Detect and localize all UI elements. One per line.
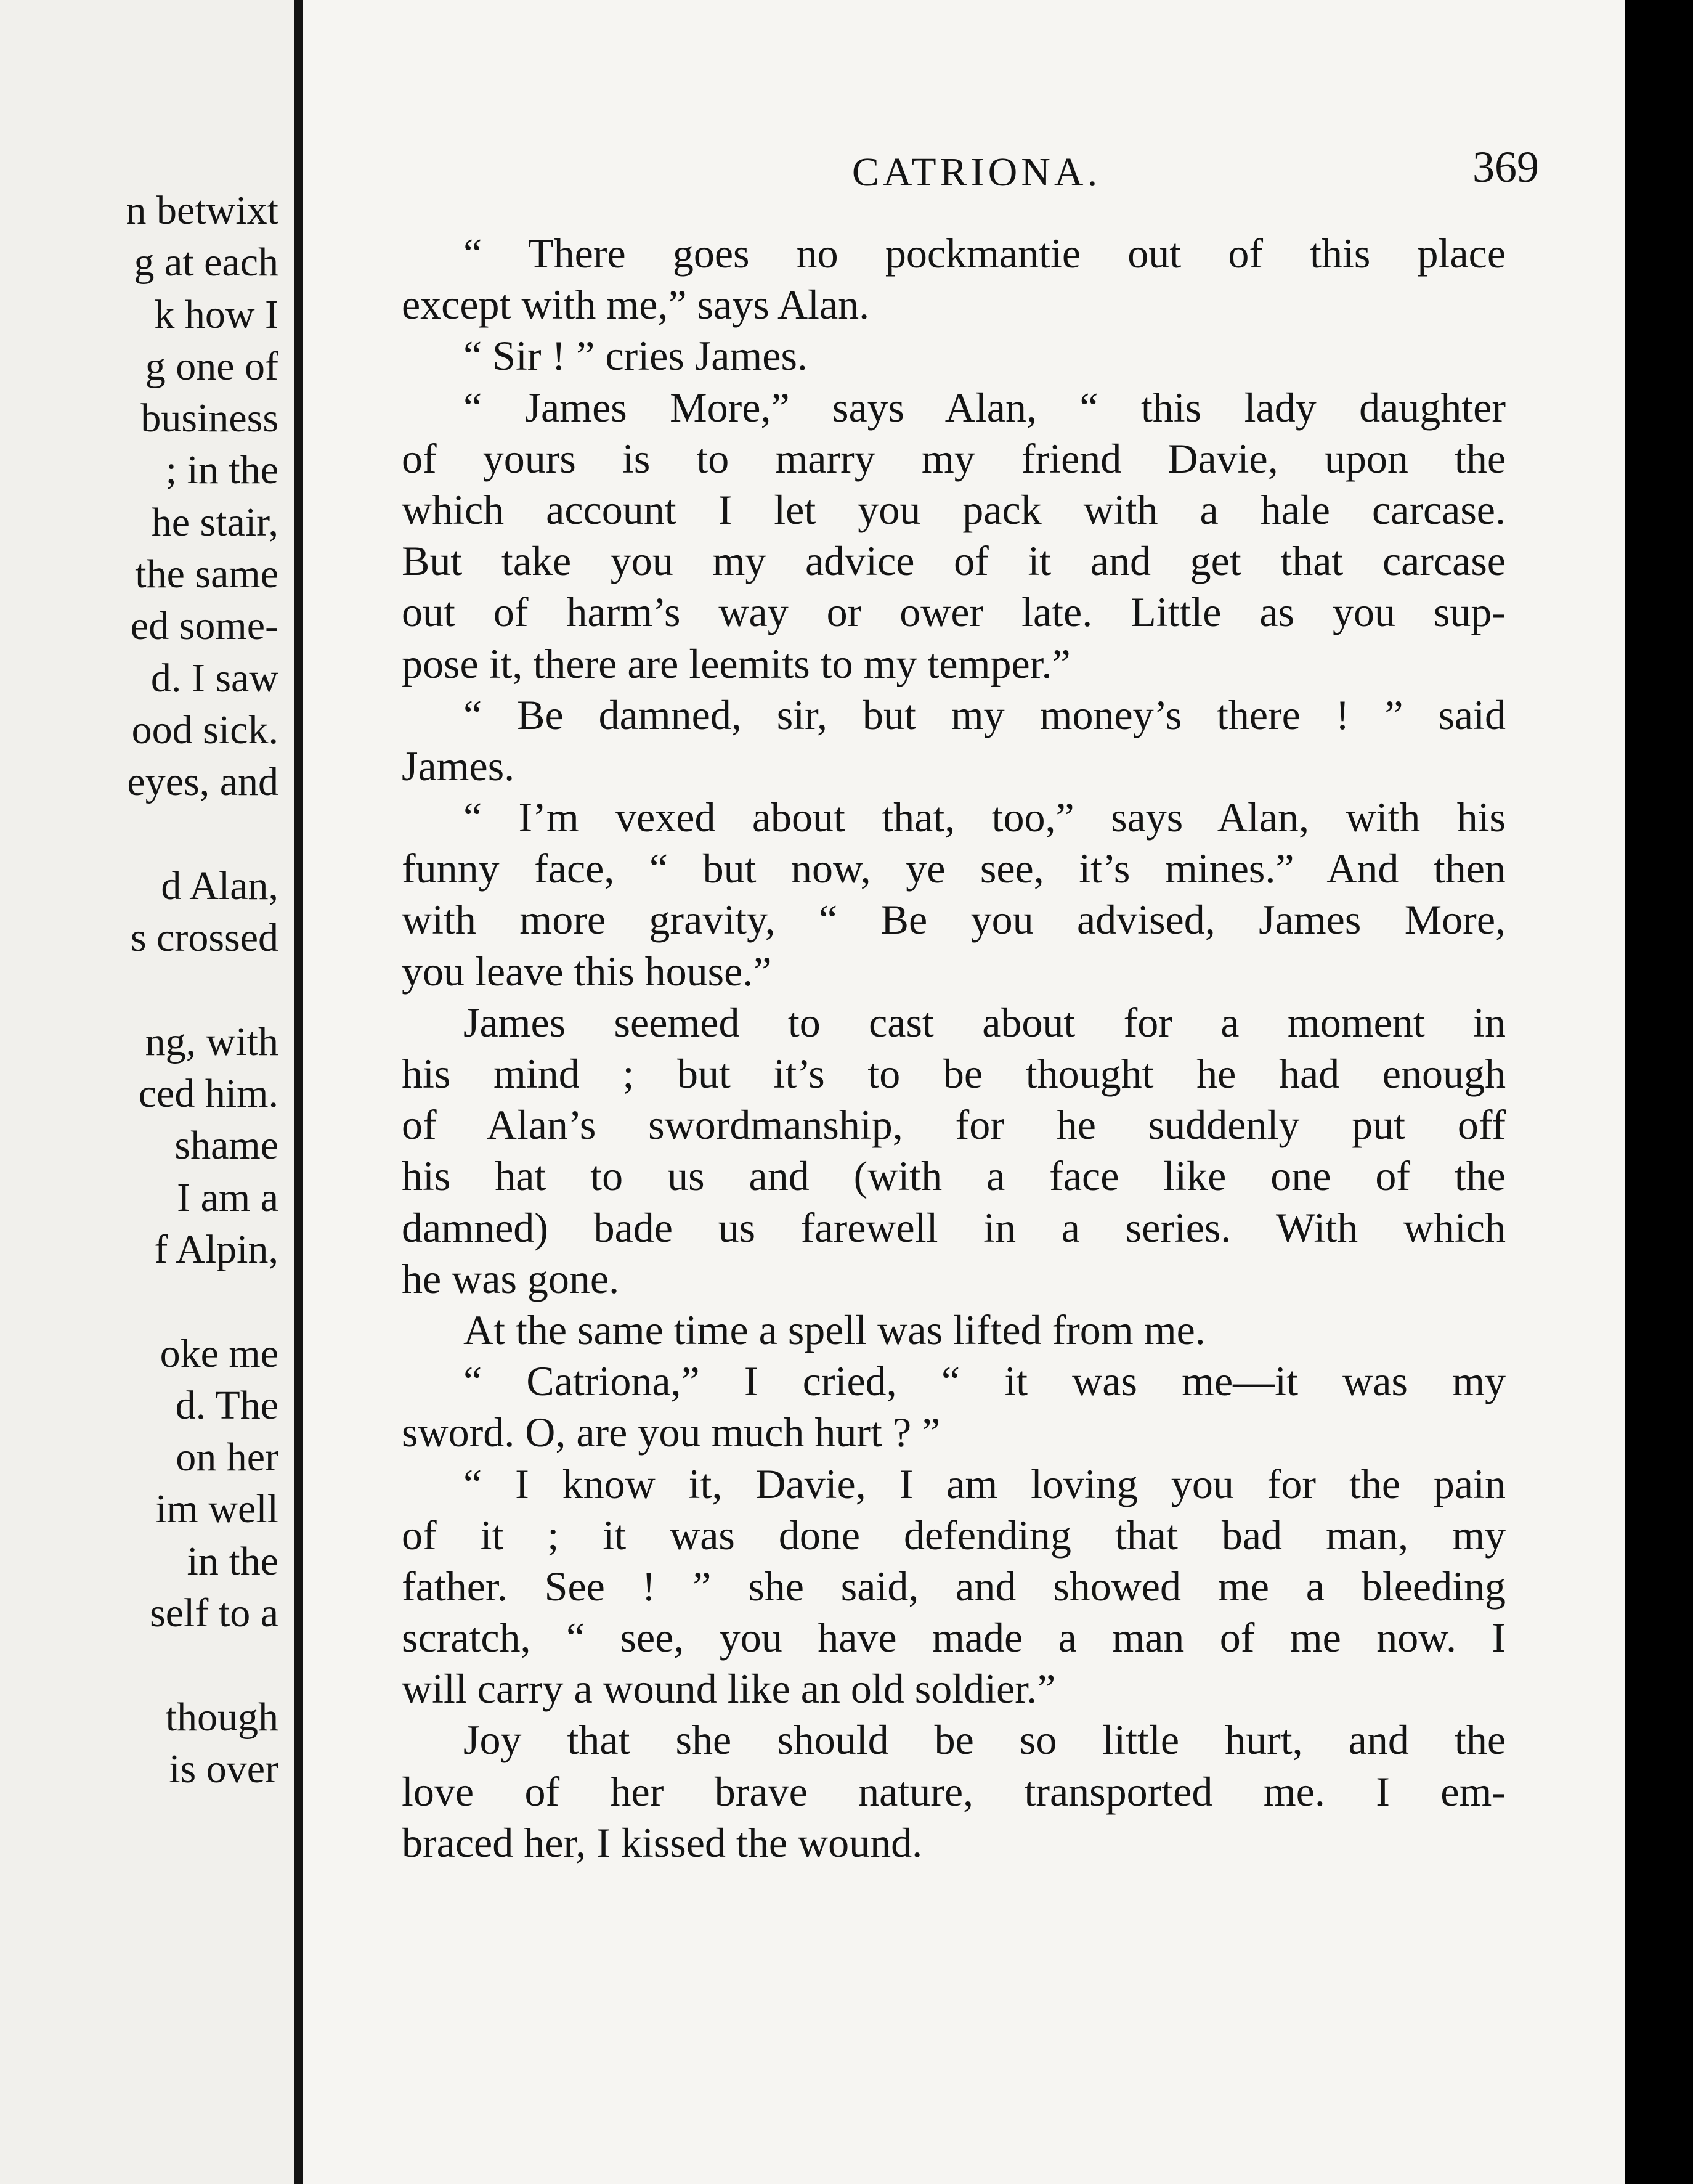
- left-page-fragment: self to a: [150, 1591, 278, 1636]
- text-line: pose it, there are leemits to my temper.”: [402, 640, 1071, 687]
- running-head: [303, 136, 1625, 210]
- text-line: damned) bade us farewell in a series. With which: [402, 1204, 1506, 1251]
- text-line: his hat to us and (with a face like one of the: [402, 1152, 1506, 1200]
- text-line: which account I let you pack with a hale carcase.: [402, 486, 1506, 533]
- text-line: with more gravity, “ Be you advised, James More,: [402, 896, 1506, 943]
- text-line: he was gone.: [402, 1255, 620, 1302]
- text-line: out of harm’s way or ower late. Little as you sup-: [402, 589, 1506, 636]
- left-page: [0, 0, 294, 2184]
- left-page-fragment: on her: [176, 1435, 278, 1480]
- text-line: of Alan’s swordmanship, for he suddenly put off: [402, 1101, 1506, 1149]
- left-page-text-fragments: [126, 185, 278, 1795]
- text-line: James.: [402, 742, 515, 789]
- text-line: At the same time a spell was lifted from me.: [463, 1306, 1206, 1353]
- text-line: braced her, I kissed the wound.: [402, 1819, 923, 1866]
- running-head-title: CATRIONA.: [851, 150, 1102, 195]
- page-gutter: [294, 0, 303, 2184]
- page-number: 369: [1472, 142, 1539, 192]
- left-page-fragment: im well: [155, 1486, 278, 1532]
- text-line: “ I’m vexed about that, too,” says Alan, with his: [463, 794, 1506, 841]
- text-line: “ James More,” says Alan, “ this lady daughter: [463, 383, 1506, 431]
- left-page-fragment: business: [140, 396, 278, 441]
- text-line: except with me,” says Alan.: [402, 281, 870, 328]
- left-page-fragment: eyes, and: [127, 759, 278, 805]
- text-line: his mind ; but it’s to be thought he had enough: [402, 1050, 1506, 1097]
- text-line: of yours is to marry my friend Davie, upon the: [402, 434, 1506, 482]
- text-line: “ Catriona,” I cried, “ it was me—it was my: [463, 1358, 1506, 1405]
- left-page-fragment: f Alpin,: [154, 1226, 278, 1272]
- left-page-fragment: shame: [174, 1123, 278, 1168]
- left-page-fragment: s crossed: [130, 915, 278, 961]
- left-page-fragment: ed some-: [130, 603, 278, 649]
- left-page-fragment: ced him.: [138, 1071, 278, 1117]
- text-line: “ I know it, Davie, I am loving you for the pain: [463, 1460, 1506, 1507]
- left-page-fragment: in the: [187, 1538, 278, 1584]
- text-line: you leave this house.”: [402, 947, 772, 995]
- left-page-fragment: the same: [135, 552, 278, 597]
- left-page-fragment: ng, with: [145, 1019, 278, 1064]
- left-page-fragment: ; in the: [165, 447, 278, 493]
- left-page-fragment: is over: [169, 1746, 278, 1791]
- left-page-fragment: he stair,: [151, 499, 278, 545]
- left-page-fragment: oke me: [160, 1330, 278, 1376]
- text-line: scratch, “ see, you have made a man of me now. I: [402, 1614, 1506, 1661]
- text-line: funny face, “ but now, ye see, it’s mines.” And then: [402, 845, 1506, 892]
- left-page-fragment: g at each: [134, 240, 278, 285]
- left-page-fragment: k how I: [154, 291, 278, 337]
- text-line: Joy that she should be so little hurt, and the: [463, 1716, 1506, 1764]
- left-page-fragment: d Alan,: [161, 863, 278, 908]
- scan-border: [1625, 0, 1693, 2184]
- text-line: “ Sir ! ” cries James.: [463, 332, 808, 380]
- left-page-fragment: g one of: [145, 343, 278, 389]
- body-text: [402, 228, 1506, 1868]
- left-page-fragment: ood sick.: [131, 707, 278, 752]
- left-page-fragment: d. The: [175, 1382, 278, 1428]
- text-line: will carry a wound like an old soldier.”: [402, 1665, 1056, 1713]
- left-page-fragment: I am a: [177, 1175, 278, 1220]
- text-line: love of her brave nature, transported me. I em-: [402, 1767, 1506, 1815]
- text-line: But take you my advice of it and get that carcase: [402, 537, 1506, 585]
- left-page-fragment: n betwixt: [126, 188, 278, 233]
- text-line: “ There goes no pockmantie out of this place: [463, 230, 1506, 277]
- left-page-fragment: d. I saw: [150, 655, 278, 701]
- text-line: James seemed to cast about for a moment in: [463, 998, 1506, 1046]
- left-page-fragment: though: [165, 1694, 278, 1740]
- text-line: “ Be damned, sir, but my money’s there ! ” said: [463, 691, 1506, 738]
- text-line: sword. O, are you much hurt ? ”: [402, 1409, 941, 1456]
- text-line: of it ; it was done defending that bad man, my: [402, 1511, 1506, 1559]
- right-page: [303, 0, 1625, 2184]
- text-line: father. See ! ” she said, and showed me a bleeding: [402, 1562, 1506, 1610]
